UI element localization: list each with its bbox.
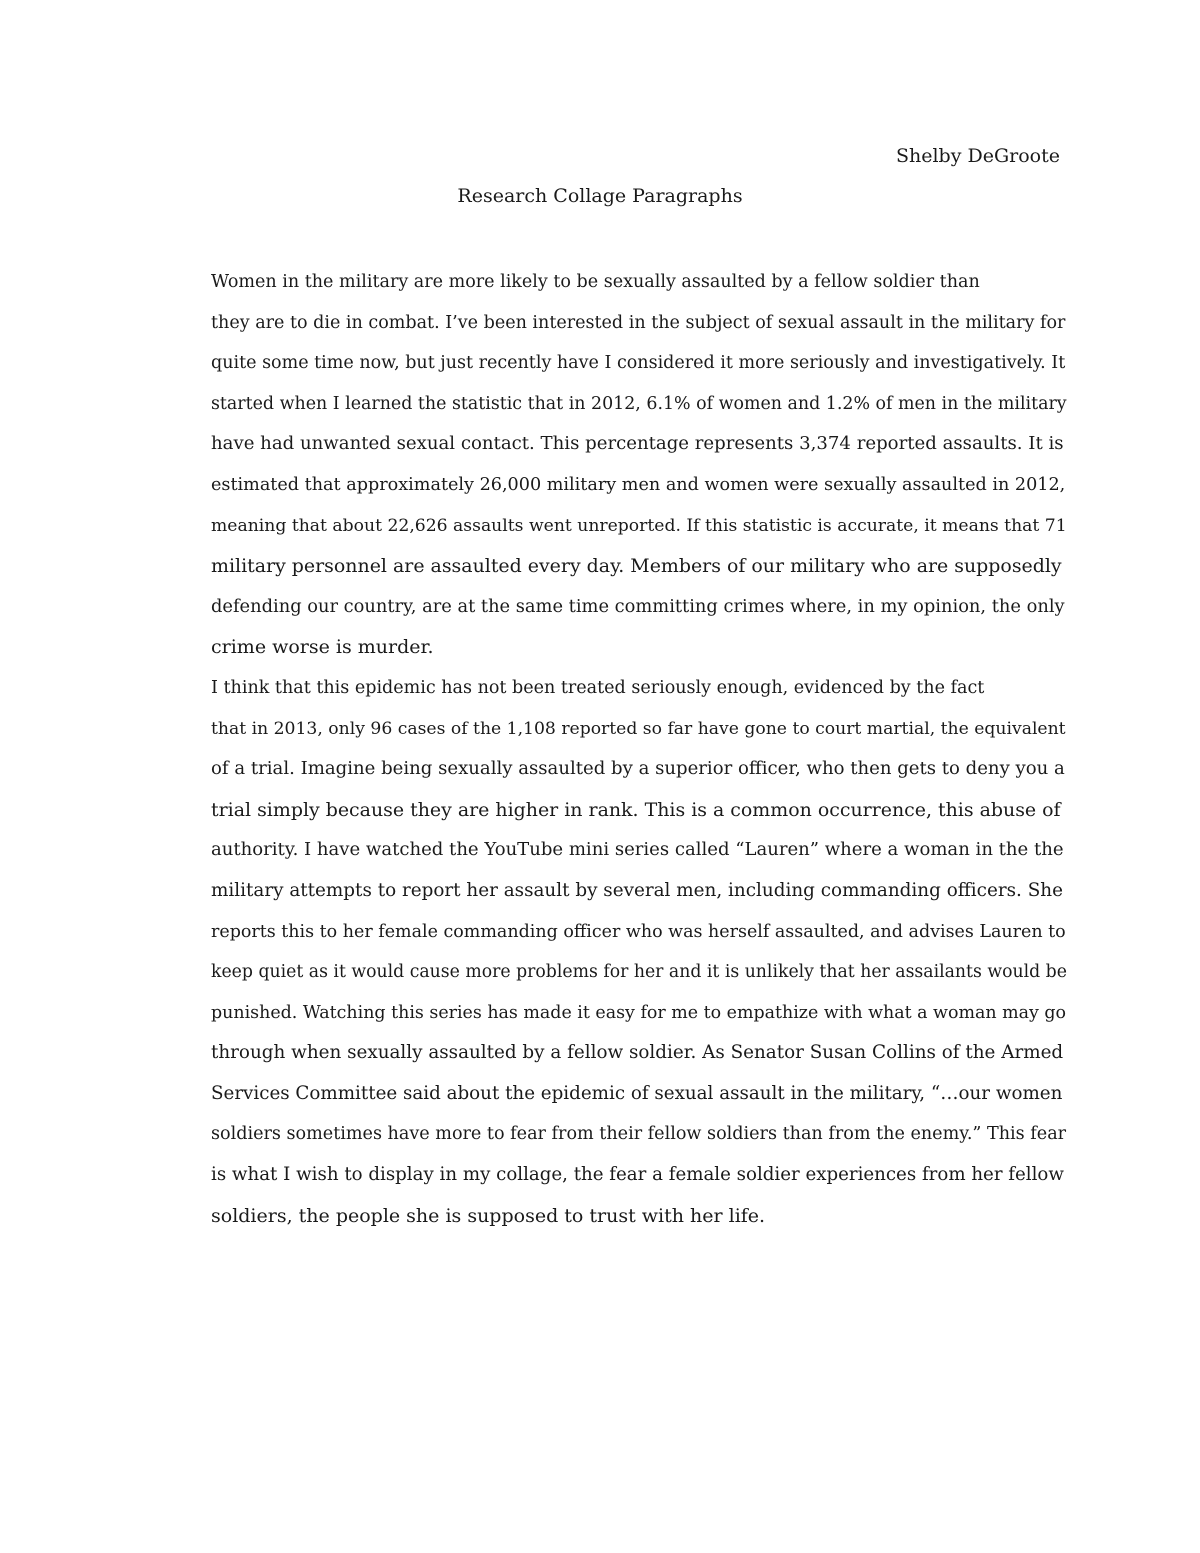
paragraph — [141, 668, 1067, 1236]
text-line: soldiers, the people she is supposed to trust with her life. — [211, 1204, 766, 1227]
text-line: military personnel are assaulted every day. Members of our military who are supposedly — [211, 555, 1062, 578]
paragraph — [141, 262, 1067, 668]
text-line: quite some time now, but just recently have I considered it more seriously and investigatively. It — [211, 353, 1066, 374]
text-line: military attempts to report her assault by several men, including commanding officers. She — [211, 879, 1063, 901]
text-line: defending our country, are at the same time committing crimes where, in my opinion, the only — [211, 595, 1065, 617]
text-line: punished. Watching this series has made it easy for me to empathize with what a woman may go — [211, 1002, 1067, 1023]
document-title: Research Collage Paragraphs — [457, 185, 743, 207]
text-line: have had unwanted sexual contact. This percentage represents 3,374 reported assaults. It is — [211, 433, 1064, 455]
text-line: is what I wish to display in my collage, the fear a female soldier experiences from her fellow — [211, 1164, 1064, 1186]
text-line: I think that this epidemic has not been treated seriously enough, evidenced by the fact — [211, 677, 985, 698]
text-line: that in 2013, only 96 cases of the 1,108 reported so far have gone to court martial, the equivalent — [211, 718, 1066, 739]
text-line: trial simply because they are higher in rank. This is a common occurrence, this abuse of — [211, 798, 1061, 821]
text-line: meaning that about 22,626 assaults went unreported. If this statistic is accurate, it means that 71 — [211, 515, 1067, 536]
text-line: Women in the military are more likely to be sexually assaulted by a fellow soldier than — [211, 272, 980, 292]
text-line: they are to die in combat. I’ve been interested in the subject of sexual assault in the military for — [211, 312, 1066, 333]
text-line: of a trial. Imagine being sexually assaulted by a superior officer, who then gets to deny you a — [211, 758, 1065, 780]
text-line: keep quiet as it would cause more problems for her and it is unlikely that her assailants would be — [211, 962, 1067, 983]
text-line: soldiers sometimes have more to fear from their fellow soldiers than from the enemy.” This fear — [211, 1124, 1067, 1145]
text-line: started when I learned the statistic that in 2012, 6.1% of women and 1.2% of men in the military — [211, 393, 1067, 414]
text-line: Services Committee said about the epidemic of sexual assault in the military, “…our women — [211, 1082, 1063, 1104]
document-body — [141, 262, 1067, 1236]
text-line: crime worse is murder. — [211, 636, 434, 659]
text-line: authority. I have watched the YouTube mini series called “Lauren” where a woman in the the — [211, 839, 1064, 861]
text-line: reports this to her female commanding officer who was herself assaulted, and advises Lauren to — [211, 921, 1066, 942]
text-line: through when sexually assaulted by a fellow soldier. As Senator Susan Collins of the Armed — [211, 1042, 1064, 1064]
text-line: estimated that approximately 26,000 military men and women were sexually assaulted in 2012, — [211, 474, 1066, 495]
author-name: Shelby DeGroote — [895, 145, 1060, 167]
